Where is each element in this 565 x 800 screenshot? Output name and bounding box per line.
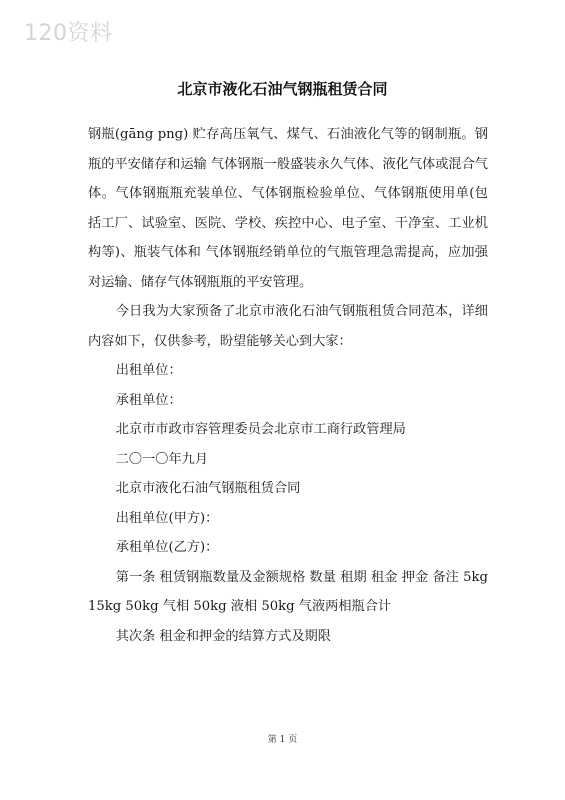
lessee-line: 承租单位： <box>115 392 182 408</box>
party-b-line: 承租单位(乙方)： <box>115 540 219 555</box>
document-body <box>88 120 488 651</box>
contract-title-line: 北京市液化石油气钢瓶租赁合同 <box>115 481 301 496</box>
preface-paragraph: 今日我为大家预备了北京市液化石油气钢瓶租赁合同范本，详细内容如下，仅供参考，盼望能够关心到大家： <box>88 304 488 349</box>
date-line: 二〇一〇年九月 <box>115 451 209 467</box>
issuer-line: 北京市市政市容管理委员会北京市工商行政管理局 <box>115 422 406 437</box>
intro-paragraph: 钢瓶(gāng pnɡ) 贮存高压氧气、煤气、石油液化气等的钢制瓶。钢瓶的平安储存和运输 气体钢瓶一般盛装永久气体、液化气体或混合气体。气体钢瓶瓶充装单位、气体钢瓶检验单位、气体钢瓶使用单(包括工厂、试验室、医院、学校、疾控中心、电子室、干净室、工业机构等)、瓶装气体和 气体钢瓶经销单位的气瓶管理急需提高，应加强对运输、储存气体钢瓶瓶的平安管理。 <box>88 127 488 290</box>
article-1-paragraph: 第一条 租赁钢瓶数量及金额规格 数量 租期 租金 押金 备注 5kg 15kg 50kg 气相 50kg 液相 50kg 气液两相瓶合计 <box>88 569 488 614</box>
watermark-logo: 120资料 <box>24 21 113 46</box>
lessor-line: 出租单位： <box>115 363 182 378</box>
party-a-line: 出租单位(甲方)： <box>115 510 219 526</box>
page-number: 第 1 页 <box>267 735 298 745</box>
document-title: 北京市液化石油气钢瓶租赁合同 <box>177 80 388 98</box>
article-2-heading: 其次条 租金和押金的结算方式及期限 <box>115 628 331 644</box>
